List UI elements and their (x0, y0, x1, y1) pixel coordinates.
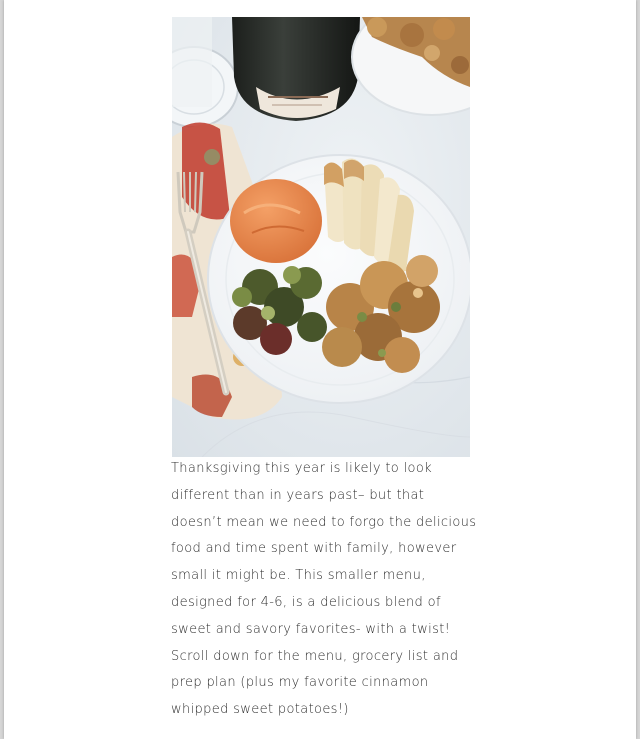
wine-bottle (232, 17, 360, 121)
sweet-potato-mash (230, 179, 322, 263)
paragraph-line: Thanksgiving this year is likely to look (171, 461, 433, 476)
paragraph-line: prep plan (plus my favorite cinnamon (171, 675, 429, 691)
paragraph-line: designed for 4-6, is a delicious blend of (171, 594, 441, 610)
paragraph-line: food and time spent with family, however (171, 541, 457, 557)
paragraph-line: small it might be. This smaller menu, (171, 568, 426, 584)
paragraph-line: doesn’t mean we need to forgo the delicious (171, 514, 477, 530)
thanksgiving-plate-photo (172, 17, 470, 457)
paragraph-line: whipped sweet potatoes!) (171, 702, 349, 718)
photo-illustration (172, 17, 470, 457)
intro-paragraph (171, 456, 477, 724)
paragraph-line: different than in years past– but that (171, 487, 425, 503)
paragraph-line: sweet and savory favorites- with a twist! (171, 621, 451, 637)
paragraph-line: Scroll down for the menu, grocery list and (171, 648, 459, 664)
document-page (4, 0, 636, 739)
